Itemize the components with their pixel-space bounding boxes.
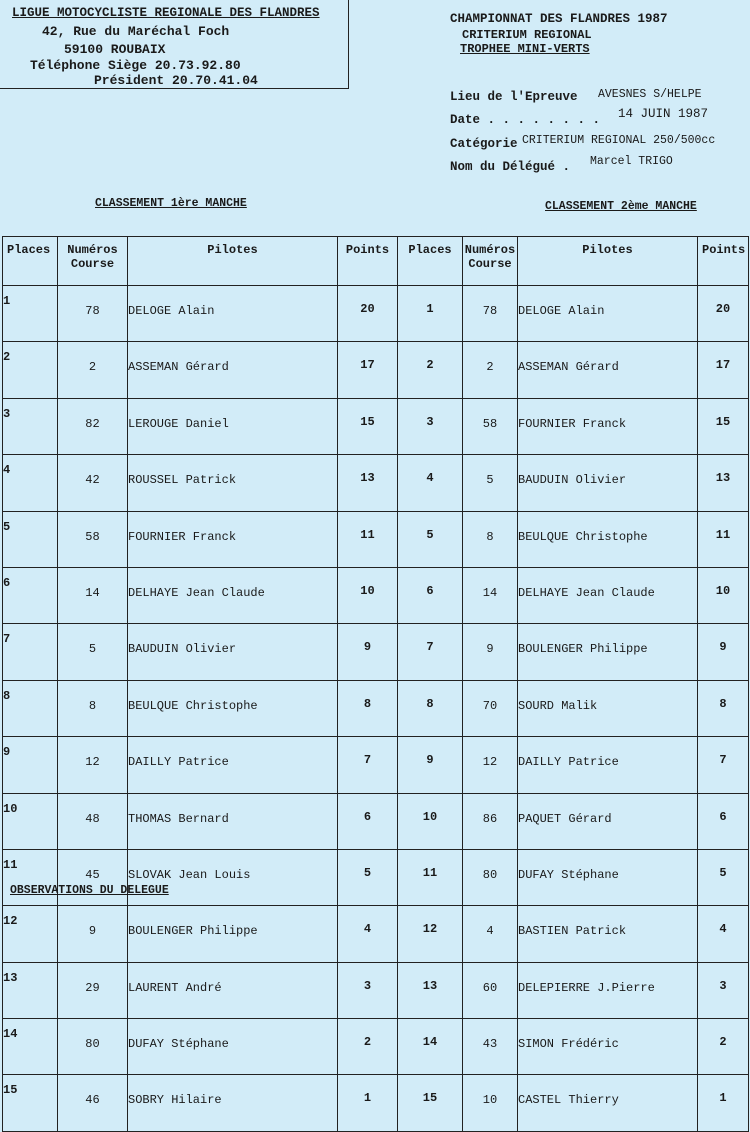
header-numeros-2 [463, 237, 518, 286]
table-row [3, 342, 749, 398]
cell-m2-place: 4 [398, 455, 463, 511]
table-row [3, 511, 749, 567]
cell-m1-pilot: SLOVAK Jean Louis [128, 849, 338, 905]
header-numeros-2-line1: Numéros [464, 243, 516, 257]
organization-address-line1: 42, Rue du Maréchal Foch [42, 24, 230, 39]
cell-m2-number: 86 [463, 793, 518, 849]
cell-m2-place: 14 [398, 1019, 463, 1075]
cell-m1-number: 80 [58, 1019, 128, 1075]
cell-m2-pilot: DELEPIERRE J.Pierre [518, 962, 698, 1018]
cell-place: 2 [3, 342, 58, 398]
cell-m1-points: 15 [338, 398, 398, 454]
cell-m2-place: 13 [398, 962, 463, 1018]
cell-m2-points: 8 [698, 680, 749, 736]
event-categorie-row [450, 134, 716, 151]
cell-m1-number: 14 [58, 567, 128, 623]
cell-place: 14 [3, 1019, 58, 1075]
header-places-2: Places [398, 237, 463, 286]
cell-m1-points: 3 [338, 962, 398, 1018]
cell-m2-number: 4 [463, 906, 518, 962]
cell-m1-pilot: BEULQUE Christophe [128, 680, 338, 736]
cell-place: 10 [3, 793, 58, 849]
cell-place: 9 [3, 737, 58, 793]
cell-place: 15 [3, 1075, 58, 1131]
manche1-title: CLASSEMENT 1ère MANCHE [95, 197, 247, 210]
table-row [3, 793, 749, 849]
cell-m2-points: 2 [698, 1019, 749, 1075]
organization-box [0, 0, 349, 89]
cell-m2-points: 5 [698, 849, 749, 905]
header-numeros-2-line2: Course [468, 257, 512, 271]
cell-m1-number: 45 [58, 849, 128, 905]
cell-m2-pilot: CASTEL Thierry [518, 1075, 698, 1131]
cell-m2-place: 9 [398, 737, 463, 793]
cell-m2-number: 9 [463, 624, 518, 680]
cell-m1-points: 11 [338, 511, 398, 567]
cell-place: 11 [3, 849, 58, 905]
event-date-label: Date . . . . . . . . [450, 113, 601, 127]
cell-place: 3 [3, 398, 58, 454]
cell-place: 6 [3, 567, 58, 623]
cell-m1-points: 4 [338, 906, 398, 962]
event-lieu-row [450, 88, 702, 104]
cell-m1-number: 46 [58, 1075, 128, 1131]
cell-m2-points: 11 [698, 511, 749, 567]
cell-m1-points: 2 [338, 1019, 398, 1075]
cell-m1-points: 20 [338, 286, 398, 342]
cell-m1-number: 2 [58, 342, 128, 398]
cell-m1-points: 9 [338, 624, 398, 680]
cell-m2-place: 6 [398, 567, 463, 623]
cell-m2-pilot: BASTIEN Patrick [518, 906, 698, 962]
cell-m2-pilot: DAILLY Patrice [518, 737, 698, 793]
header-numeros-line1: Numéros [67, 243, 118, 257]
cell-m2-pilot: BEULQUE Christophe [518, 511, 698, 567]
results-table [2, 236, 749, 1132]
cell-m1-number: 8 [58, 680, 128, 736]
cell-m2-number: 14 [463, 567, 518, 623]
cell-m1-points: 7 [338, 737, 398, 793]
table-row [3, 1019, 749, 1075]
cell-m2-place: 2 [398, 342, 463, 398]
table-row [3, 737, 749, 793]
header-points: Points [338, 237, 398, 286]
cell-place: 7 [3, 624, 58, 680]
cell-m2-place: 5 [398, 511, 463, 567]
cell-m1-pilot: THOMAS Bernard [128, 793, 338, 849]
organization-name: LIGUE MOTOCYCLISTE REGIONALE DES FLANDRES [12, 6, 320, 20]
cell-m2-pilot: DELOGE Alain [518, 286, 698, 342]
cell-m1-number: 5 [58, 624, 128, 680]
cell-m2-place: 3 [398, 398, 463, 454]
header-places: Places [3, 237, 58, 286]
cell-m2-place: 7 [398, 624, 463, 680]
table-row [3, 624, 749, 680]
event-date-value: 14 JUIN 1987 [618, 107, 709, 121]
cell-place: 8 [3, 680, 58, 736]
header-pilotes-2: Pilotes [518, 237, 698, 286]
cell-m1-points: 17 [338, 342, 398, 398]
cell-m1-pilot: BAUDUIN Olivier [128, 624, 338, 680]
cell-m1-pilot: BOULENGER Philippe [128, 906, 338, 962]
table-row [3, 567, 749, 623]
championship-subtitle-trophee: TROPHEE MINI-VERTS [460, 42, 590, 56]
cell-m1-number: 42 [58, 455, 128, 511]
table-row [3, 1075, 749, 1131]
cell-m2-number: 8 [463, 511, 518, 567]
cell-m2-place: 11 [398, 849, 463, 905]
cell-place: 4 [3, 455, 58, 511]
organization-telephone: Téléphone Siège 20.73.92.80 [30, 58, 241, 73]
cell-m2-number: 43 [463, 1019, 518, 1075]
table-row [3, 286, 749, 342]
cell-m1-points: 5 [338, 849, 398, 905]
organization-address-line2: 59100 ROUBAIX [64, 42, 166, 57]
table-row [3, 455, 749, 511]
observations-title: OBSERVATIONS DU DELEGUE [10, 884, 169, 897]
cell-m2-pilot: DELHAYE Jean Claude [518, 567, 698, 623]
header-pilotes: Pilotes [128, 237, 338, 286]
cell-m2-points: 3 [698, 962, 749, 1018]
organization-president-phone: Président 20.70.41.04 [94, 73, 258, 88]
cell-m1-pilot: ROUSSEL Patrick [128, 455, 338, 511]
event-lieu-label: Lieu de l'Epreuve [450, 90, 578, 104]
cell-m1-number: 48 [58, 793, 128, 849]
event-date-row [450, 107, 709, 127]
cell-m2-place: 8 [398, 680, 463, 736]
table-row [3, 849, 749, 905]
cell-m2-number: 80 [463, 849, 518, 905]
cell-m2-place: 15 [398, 1075, 463, 1131]
cell-m2-pilot: BOULENGER Philippe [518, 624, 698, 680]
cell-place: 5 [3, 511, 58, 567]
cell-m1-pilot: FOURNIER Franck [128, 511, 338, 567]
championship-title: CHAMPIONNAT DES FLANDRES 1987 [450, 12, 668, 26]
cell-m1-number: 78 [58, 286, 128, 342]
cell-m2-points: 10 [698, 567, 749, 623]
cell-m1-number: 29 [58, 962, 128, 1018]
cell-m2-pilot: BAUDUIN Olivier [518, 455, 698, 511]
cell-m1-number: 12 [58, 737, 128, 793]
event-delegue-value: Marcel TRIGO [590, 155, 673, 168]
event-lieu-value: AVESNES S/HELPE [598, 88, 702, 101]
cell-m1-number: 58 [58, 511, 128, 567]
cell-m2-place: 12 [398, 906, 463, 962]
cell-m2-number: 70 [463, 680, 518, 736]
cell-m2-points: 15 [698, 398, 749, 454]
cell-m2-number: 60 [463, 962, 518, 1018]
cell-m2-number: 10 [463, 1075, 518, 1131]
cell-m2-number: 78 [463, 286, 518, 342]
manche2-title: CLASSEMENT 2ème MANCHE [545, 200, 697, 213]
cell-m2-points: 1 [698, 1075, 749, 1131]
cell-m2-number: 5 [463, 455, 518, 511]
cell-m2-place: 10 [398, 793, 463, 849]
table-row [3, 398, 749, 454]
event-delegue-row [450, 155, 673, 174]
event-delegue-label: Nom du Délégué . [450, 160, 571, 174]
cell-place: 12 [3, 906, 58, 962]
header-numeros [58, 237, 128, 286]
championship-subtitle-criterium: CRITERIUM REGIONAL [462, 28, 592, 42]
cell-m2-points: 7 [698, 737, 749, 793]
cell-m1-pilot: DELOGE Alain [128, 286, 338, 342]
cell-m2-place: 1 [398, 286, 463, 342]
cell-m1-points: 10 [338, 567, 398, 623]
cell-m2-points: 20 [698, 286, 749, 342]
cell-m1-pilot: DUFAY Stéphane [128, 1019, 338, 1075]
cell-m2-number: 58 [463, 398, 518, 454]
cell-m1-pilot: ASSEMAN Gérard [128, 342, 338, 398]
event-categorie-value: CRITERIUM REGIONAL 250/500cc [522, 134, 716, 147]
cell-m1-pilot: LEROUGE Daniel [128, 398, 338, 454]
table-row [3, 906, 749, 962]
cell-m1-pilot: LAURENT André [128, 962, 338, 1018]
cell-m1-number: 82 [58, 398, 128, 454]
cell-m2-pilot: ASSEMAN Gérard [518, 342, 698, 398]
cell-m1-pilot: DELHAYE Jean Claude [128, 567, 338, 623]
cell-m1-points: 13 [338, 455, 398, 511]
table-row [3, 680, 749, 736]
results-body [3, 286, 749, 1132]
cell-m1-pilot: SOBRY Hilaire [128, 1075, 338, 1131]
cell-m2-points: 6 [698, 793, 749, 849]
cell-m1-points: 8 [338, 680, 398, 736]
table-header-row [3, 237, 749, 286]
cell-m2-pilot: DUFAY Stéphane [518, 849, 698, 905]
cell-m2-points: 17 [698, 342, 749, 398]
cell-m2-number: 2 [463, 342, 518, 398]
cell-m2-points: 4 [698, 906, 749, 962]
cell-m1-points: 6 [338, 793, 398, 849]
cell-m1-number: 9 [58, 906, 128, 962]
cell-m2-number: 12 [463, 737, 518, 793]
cell-m1-points: 1 [338, 1075, 398, 1131]
cell-m2-pilot: SOURD Malik [518, 680, 698, 736]
cell-m2-points: 13 [698, 455, 749, 511]
cell-m2-pilot: PAQUET Gérard [518, 793, 698, 849]
event-categorie-label: Catégorie [450, 137, 518, 151]
cell-place: 13 [3, 962, 58, 1018]
cell-m1-pilot: DAILLY Patrice [128, 737, 338, 793]
cell-place: 1 [3, 286, 58, 342]
table-row [3, 962, 749, 1018]
cell-m2-pilot: SIMON Frédéric [518, 1019, 698, 1075]
header-points-2: Points [698, 237, 749, 286]
cell-m2-pilot: FOURNIER Franck [518, 398, 698, 454]
cell-m2-points: 9 [698, 624, 749, 680]
header-numeros-line2: Course [70, 257, 115, 271]
